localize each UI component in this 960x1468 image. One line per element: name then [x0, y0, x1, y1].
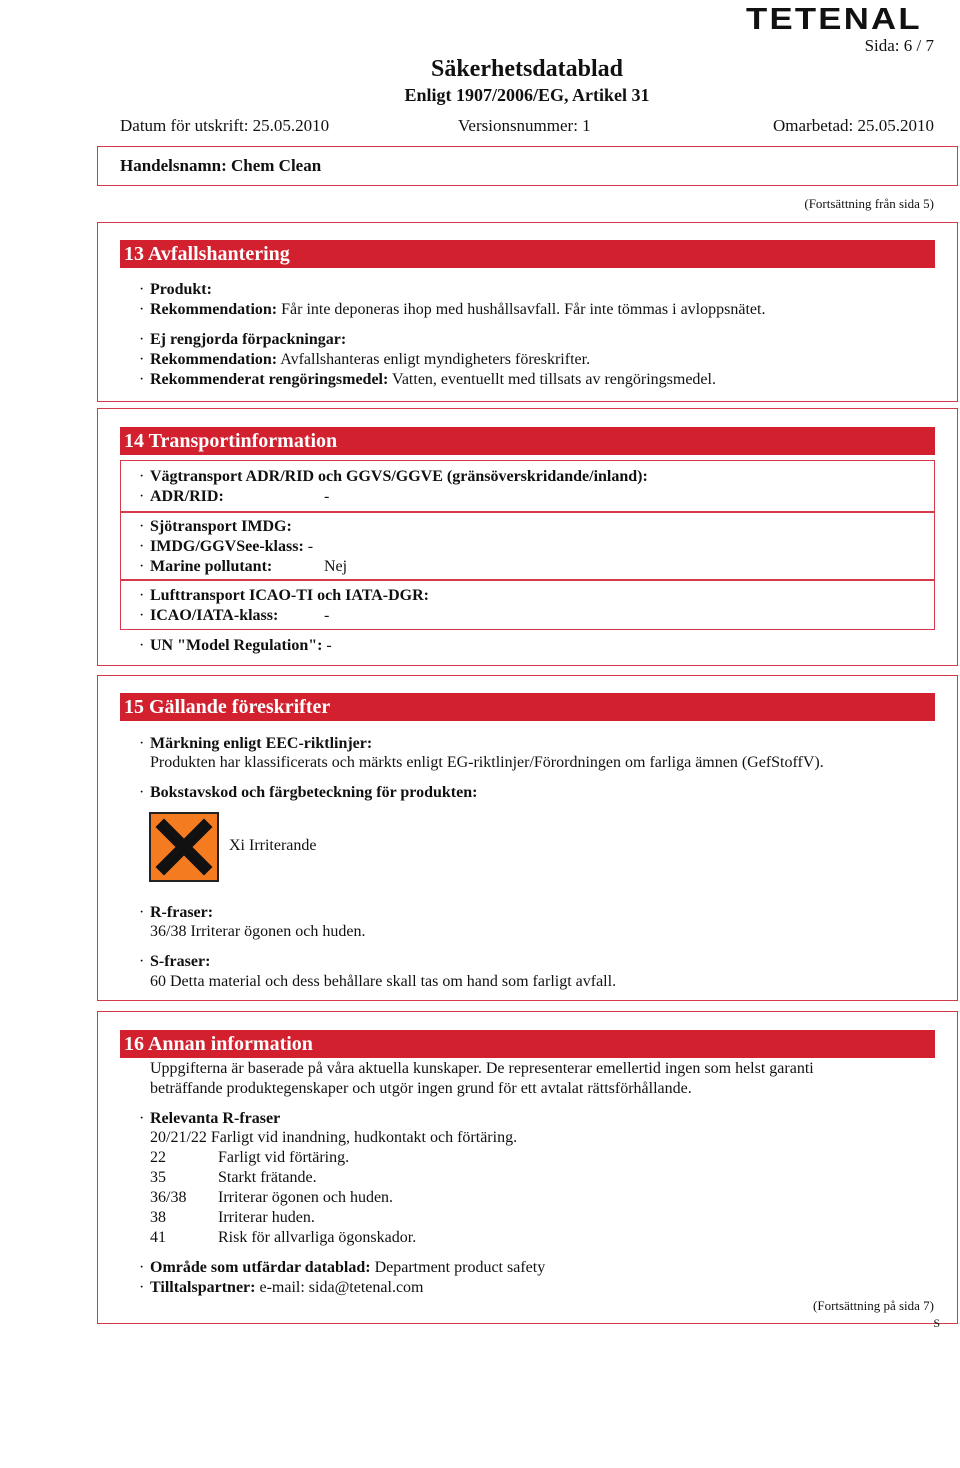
recommendation-text: Får inte deponeras ihop med hushållsavfall. Får inte tömmas i avloppsnätet.	[281, 301, 766, 318]
document-subtitle: Enligt 1907/2006/EG, Artikel 31	[404, 85, 650, 105]
r-phrase-item	[150, 1208, 315, 1228]
code-label: Bokstavskod och färgbeteckning för produkten:	[150, 784, 478, 801]
r-phrase-text: Starkt frätande.	[218, 1169, 317, 1186]
r-phrase-item	[150, 1188, 393, 1208]
code-line: · Bokstavskod och färgbeteckning för produkten:	[139, 784, 478, 801]
uncleaned-packaging-label: Ej rengjorda förpackningar:	[150, 331, 347, 348]
r-phrase-item	[150, 1228, 416, 1248]
r-phrase-text: Irriterar huden.	[218, 1209, 315, 1226]
r-phrases-text: 36/38 Irriterar ögonen och huden.	[150, 923, 366, 940]
s-phrases-line: · S-fraser:	[139, 953, 211, 970]
icao-value: -	[324, 607, 330, 624]
issuer-label: Område som utfärdar datablad:	[150, 1259, 371, 1276]
contact-label: Tilltalspartner:	[150, 1279, 256, 1296]
marine-value: Nej	[324, 558, 348, 575]
section-16-title: 16 Annan information	[120, 1030, 935, 1058]
uncleaned-packaging-line: · Ej rengjorda förpackningar:	[139, 331, 347, 348]
adr-value: -	[324, 488, 330, 505]
irritant-x-icon	[151, 814, 217, 880]
section-14-title: 14 Transportinformation	[120, 427, 935, 455]
relevant-r-line: · Relevanta R-fraser	[139, 1110, 281, 1127]
issuer-text: Department product safety	[374, 1259, 546, 1276]
r-phrase-code: 36/38	[150, 1189, 187, 1206]
marking-line: · Märkning enligt EEC-riktlinjer:	[139, 735, 373, 752]
product-line: · Produkt:	[139, 281, 212, 298]
tetenal-logo: TETENAL	[746, 1, 922, 36]
r-phrase-code: 22	[150, 1149, 166, 1166]
marine-label: Marine pollutant:	[150, 558, 273, 575]
r-phrase-first: 20/21/22 Farligt vid inandning, hudkontakt och förtäring.	[150, 1129, 518, 1146]
marking-label: Märkning enligt EEC-riktlinjer:	[150, 735, 373, 752]
imdg-line: · IMDG/GGVSee-klass: -	[139, 538, 314, 555]
recommendation-label: Rekommendation:	[150, 351, 278, 368]
hazard-text: Xi Irriterande	[229, 837, 317, 854]
r-phrase-code: 35	[150, 1169, 166, 1186]
un-line: · UN "Model Regulation": -	[139, 637, 332, 654]
version-number: Versionsnummer: 1	[458, 116, 591, 135]
air-transport-line: · Lufttransport ICAO-TI och IATA-DGR:	[139, 587, 429, 604]
continued-on: (Fortsättning på sida 7)	[813, 1298, 934, 1313]
cleaner-label: Rekommenderat rengöringsmedel:	[150, 371, 389, 388]
section-15-box	[97, 675, 958, 1001]
section-13-title: 13 Avfallshantering	[120, 240, 935, 268]
relevant-r-label: Relevanta R-fraser	[150, 1110, 281, 1127]
recommendation-line-2: · Rekommendation: Avfallshanteras enligt myndigheters föreskrifter.	[139, 351, 591, 368]
revised-date: Omarbetad: 25.05.2010	[773, 116, 934, 135]
icao-label: ICAO/IATA-klass:	[150, 607, 279, 624]
adr-line: · ADR/RID: -	[139, 488, 330, 505]
product-label: Produkt:	[150, 281, 212, 298]
r-phrase-item	[150, 1148, 349, 1168]
recommendation-text: Avfallshanteras enligt myndigheters föreskrifter.	[280, 351, 591, 368]
recommendation-label: Rekommendation:	[150, 301, 278, 318]
road-transport-line: · Vägtransport ADR/RID och GGVS/GGVE (gränsöverskridande/inland):	[139, 468, 648, 485]
disclaimer-line-1: Uppgifterna är baserade på våra aktuella kunskaper. De representerar emellertid ingen som helst garanti	[150, 1060, 814, 1077]
marine-line: · Marine pollutant: Nej	[139, 558, 348, 575]
imdg-value: -	[307, 538, 314, 555]
air-transport-label: Lufttransport ICAO-TI och IATA-DGR:	[150, 587, 429, 604]
r-phrase-text: Farligt vid förtäring.	[218, 1149, 350, 1166]
s-phrases-label: S-fraser:	[150, 953, 211, 970]
cleaner-text: Vatten, eventuellt med tillsats av rengöringsmedel.	[392, 371, 716, 388]
r-phrase-text: Risk för allvarliga ögonskador.	[218, 1229, 417, 1246]
irritant-x-icon	[149, 812, 219, 882]
r-phrase-text: Irriterar ögonen och huden.	[218, 1189, 394, 1206]
trade-name: Handelsnamn: Chem Clean	[120, 156, 322, 175]
cleaner-line: · Rekommenderat rengöringsmedel: Vatten, eventuellt med tillsats av rengöringsmedel.	[139, 371, 716, 388]
r-phrase-item	[150, 1168, 317, 1188]
contact-line: · Tilltalspartner: e-mail: sida@tetenal.com	[139, 1279, 424, 1296]
recommendation-line-1: · Rekommendation: Får inte deponeras ihop med hushållsavfall. Får inte tömmas i avloppsnätet.	[139, 301, 766, 318]
un-value: -	[326, 637, 332, 654]
page-number: Sida: 6 / 7	[864, 36, 934, 55]
icao-line: · ICAO/IATA-klass: -	[139, 607, 330, 624]
document-title: Säkerhetsdatablad	[430, 56, 624, 82]
sea-transport-line: · Sjötransport IMDG:	[139, 518, 292, 535]
footer-mark: S	[933, 1316, 940, 1330]
r-phrases-line: · R-fraser:	[139, 904, 214, 921]
marking-text: Produkten har klassificerats och märkts enligt EG-riktlinjer/Förordningen om farliga ämnen (GefStoffV).	[150, 754, 824, 771]
adr-label: ADR/RID:	[150, 488, 224, 505]
print-date: Datum för utskrift: 25.05.2010	[120, 116, 330, 135]
imdg-label: IMDG/GGVSee-klass:	[150, 538, 304, 555]
issuer-line: · Område som utfärdar datablad: Department product safety	[139, 1259, 546, 1276]
r-phrase-code: 41	[150, 1229, 166, 1246]
continued-from: (Fortsättning från sida 5)	[804, 196, 934, 211]
s-phrases-text: 60 Detta material och dess behållare skall tas om hand som farligt avfall.	[150, 973, 617, 990]
section-15-title: 15 Gällande föreskrifter	[120, 693, 935, 721]
r-phrase-code: 38	[150, 1209, 166, 1226]
un-label: UN "Model Regulation":	[150, 637, 323, 654]
contact-email[interactable]: e-mail: sida@tetenal.com	[259, 1279, 424, 1296]
r-phrases-label: R-fraser:	[150, 904, 214, 921]
sea-transport-label: Sjötransport IMDG:	[150, 518, 292, 535]
road-transport-label: Vägtransport ADR/RID och GGVS/GGVE (gränsöverskridande/inland):	[150, 468, 648, 485]
disclaimer-line-2: beträffande produktegenskaper och utgör ingen grund för ett avtalat rättsförhållande.	[150, 1080, 692, 1097]
